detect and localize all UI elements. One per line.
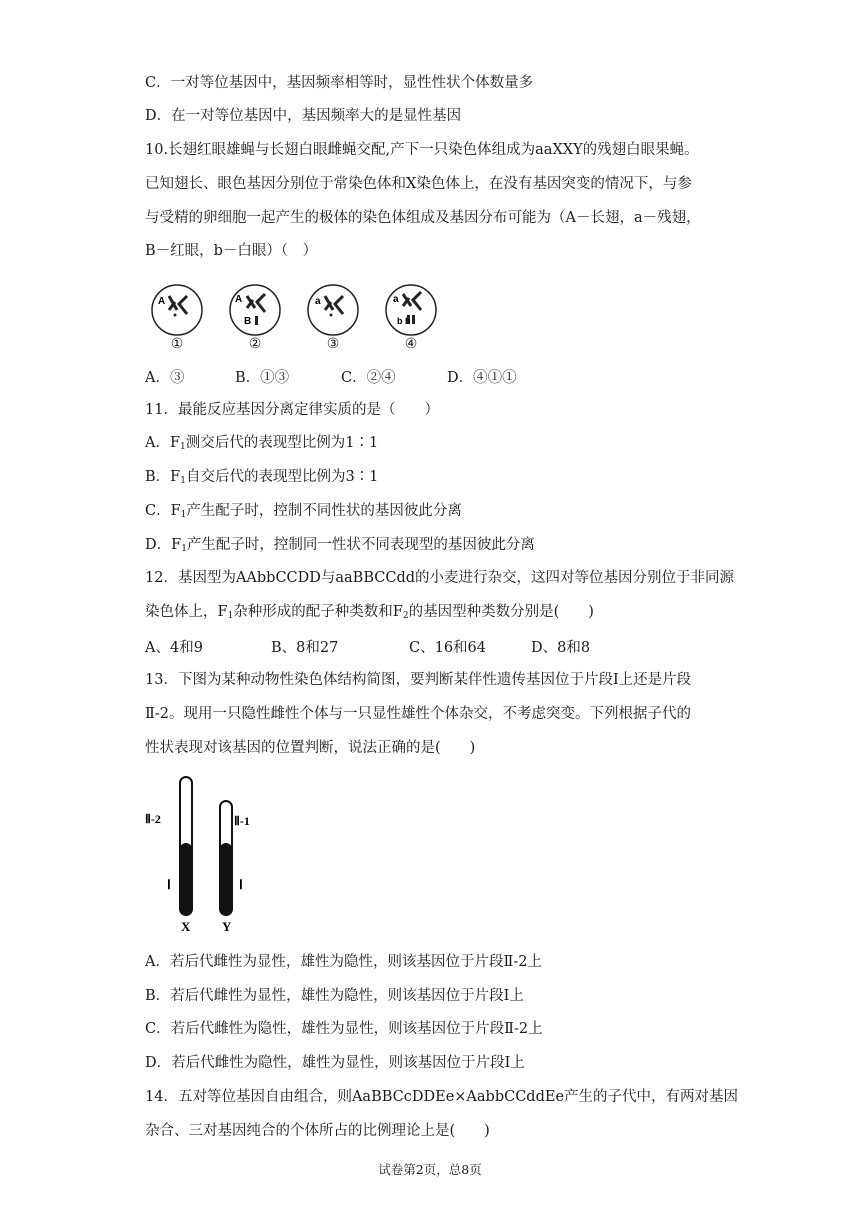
q11-option-c: C．$F_1$产生配子时，控制不同性状的基因彼此分离 (145, 503, 462, 520)
cell-diagram-1 (149, 282, 205, 338)
svg-text:A: A (235, 294, 243, 305)
svg-text:Ⅱ-1: Ⅱ-1 (234, 814, 250, 828)
q10-stem-line4: B－红眼，b－白眼）（ ） (145, 243, 318, 259)
svg-text:Ⅰ: Ⅰ (167, 877, 171, 892)
cell-diagram-2 (227, 282, 283, 338)
q12-stem-line1: 12．基因型为AAbbCCDD与aaBBCCdd的小麦进行杂交，这四对等位基因分别位于非同源 (145, 570, 735, 586)
cell-3-icon (305, 282, 361, 338)
q10-stem-line2: 已知翅长、眼色基因分别位于常染色体和X染色体上，在没有基因突变的情况下，与参 (145, 176, 692, 192)
q11-option-b: B．$F_1$自交后代的表现型比例为3∶1 (145, 469, 379, 486)
cell-label-2: ② (248, 336, 262, 352)
q11-stem: 11．最能反应基因分离定律实质的是（ ） (145, 402, 439, 418)
q13-stem-line3: 性状表现对该基因的位置判断，说法正确的是( ) (145, 740, 476, 756)
page-footer: 试卷第2页，总8页 (378, 1162, 482, 1177)
svg-text:Ⅰ: Ⅰ (239, 877, 243, 892)
q12-option-b: B、8和27 (271, 640, 339, 656)
q13-option-a: A．若后代雌性为显性，雄性为隐性，则该基因位于片段Ⅱ-2上 (145, 954, 542, 970)
svg-text:X: X (181, 919, 191, 934)
svg-text:b b: b b (397, 316, 411, 326)
cell-4-icon (383, 282, 439, 338)
q10-stem-line3: 与受精的卵细胞一起产生的极体的染色体组成及基因分布可能为（A－长翅，a－残翅， (145, 210, 701, 226)
cell-1-icon (149, 282, 205, 338)
q13-option-b: B．若后代雌性为显性，雄性为隐性，则该基因位于片段Ⅰ上 (145, 988, 524, 1004)
q12-stem-line2: 染色体上，$F_1$杂种形成的配子种类数和$F_2$的基因型种类数分别是( ) (145, 604, 594, 621)
q13-option-c: C．若后代雌性为隐性，雄性为显性，则该基因位于片段Ⅱ-2上 (145, 1021, 543, 1037)
q14-stem-line1: 14．五对等位基因自由组合，则AaBBCcDDEe×AabbCCddEe产生的子代中，有两对基因 (145, 1089, 739, 1105)
cell-diagram-4 (383, 282, 439, 338)
svg-text:a: a (393, 294, 399, 305)
svg-text:Y: Y (222, 919, 232, 934)
q12-option-c: C、16和64 (409, 640, 486, 656)
q13-stem-line2: Ⅱ-2。现用一只隐性雌性个体与一只显性雄性个体杂交，不考虑突变。下列根据子代的 (145, 706, 691, 722)
q11-option-a: A．$F_1$测交后代的表现型比例为1∶1 (145, 435, 379, 452)
q10-option-c: C．②④ (341, 370, 396, 386)
svg-text:a: a (315, 296, 321, 307)
sex-chromosome-diagram (145, 775, 265, 935)
cell-diagram-3 (305, 282, 361, 338)
q12-option-a: A、4和9 (145, 640, 203, 656)
q13-stem-line1: 13．下图为某种动物性染色体结构简图，要判断某伴性遗传基因位于片段Ⅰ上还是片段 (145, 672, 692, 688)
option-d-q9: D．在一对等位基因中，基因频率大的是显性基因 (145, 108, 462, 124)
cell-2-icon (227, 282, 283, 338)
q13-option-d: D．若后代雌性为隐性，雄性为显性，则该基因位于片段Ⅰ上 (145, 1055, 525, 1071)
option-c-q9: C．一对等位基因中，基因频率相等时，显性性状个体数量多 (145, 75, 534, 91)
q10-option-b: B．①③ (235, 370, 290, 386)
q14-stem-line2: 杂合、三对基因纯合的个体所占的比例理论上是( ) (145, 1123, 490, 1139)
svg-text:A: A (158, 296, 166, 307)
q11-option-d: D．$F_1$产生配子时，控制同一性状不同表现型的基因彼此分离 (145, 537, 535, 554)
xy-chromosome-figure (145, 775, 265, 935)
q10-cell-diagrams (145, 282, 445, 364)
q10-stem-line1: 10.长翅红眼雄蝇与长翅白眼雌蝇交配,产下一只染色体组成为aaXXY的残翅白眼果蝇。 (145, 142, 699, 158)
cell-label-3: ③ (326, 336, 340, 352)
q10-option-a: A．③ (145, 370, 185, 386)
q12-option-d: D、8和8 (531, 640, 591, 656)
svg-text:B: B (244, 316, 252, 327)
svg-text:Ⅱ-2: Ⅱ-2 (145, 812, 161, 826)
cell-label-1: ① (170, 336, 184, 352)
cell-label-4: ④ (404, 336, 418, 352)
q10-option-d: D．④①① (447, 370, 517, 386)
